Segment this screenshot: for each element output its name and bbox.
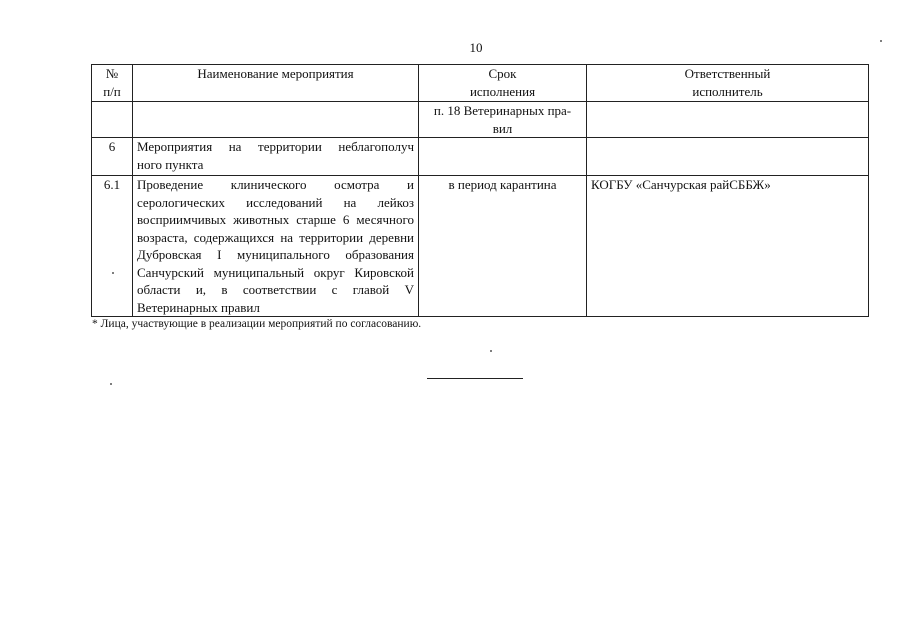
row-measure-name: Проведение клинического осмотра и серологических исследований на лейкоз восприимчивых животных старше 6 месячного возраста, содержащихся на территории деревни Дубровская I муниципального образования Санчурский муниципальный округ Кировской области и, в соответствии с главой V Ветеринарных правил (133, 176, 419, 317)
header-measure-name-line-1: Наименование мероприятия (197, 66, 354, 81)
scan-speck (112, 272, 114, 274)
measures-table (91, 64, 869, 317)
header-number (92, 65, 133, 102)
table-header-row (92, 65, 869, 102)
row-term-line-2: вил (492, 120, 513, 136)
row-responsible: КОГБУ «Санчурская райСББЖ» (587, 176, 869, 317)
header-responsible (587, 65, 869, 102)
table-row (92, 102, 869, 138)
row-term-line-1: п. 18 Ветеринарных пра- (433, 103, 572, 118)
header-number-line-2: п/п (103, 83, 121, 99)
row-measure-name (133, 102, 419, 138)
table-row (92, 176, 869, 317)
row-responsible (587, 102, 869, 138)
footnote: * Лица, участвующие в реализации мероприятий по согласованию. (92, 318, 422, 330)
header-term-line-2: исполнения (469, 83, 536, 99)
row-number: 6.1 (92, 176, 133, 317)
table-row (92, 138, 869, 176)
page-number: 10 (469, 40, 483, 55)
header-responsible-line-1: Ответственный (684, 66, 771, 81)
scan-speck (490, 350, 492, 352)
header-number-line-1: № (105, 66, 119, 81)
row-term (419, 138, 587, 176)
row-measure-name-line-1: Мероприятия на территории неблагополуч (137, 139, 414, 154)
row-measure-name-line-2: ного пункта (137, 156, 204, 172)
end-of-document-rule (427, 378, 523, 379)
header-responsible-line-2: исполнитель (692, 83, 763, 99)
row-measure-name (133, 138, 419, 176)
row-number: 6 (92, 138, 133, 176)
header-measure-name (133, 65, 419, 102)
row-responsible (587, 138, 869, 176)
header-term-line-1: Срок (488, 66, 517, 81)
scan-speck (880, 40, 882, 42)
scan-speck (110, 383, 112, 385)
header-term (419, 65, 587, 102)
row-term: в период карантина (419, 176, 587, 317)
row-number (92, 102, 133, 138)
row-term (419, 102, 587, 138)
